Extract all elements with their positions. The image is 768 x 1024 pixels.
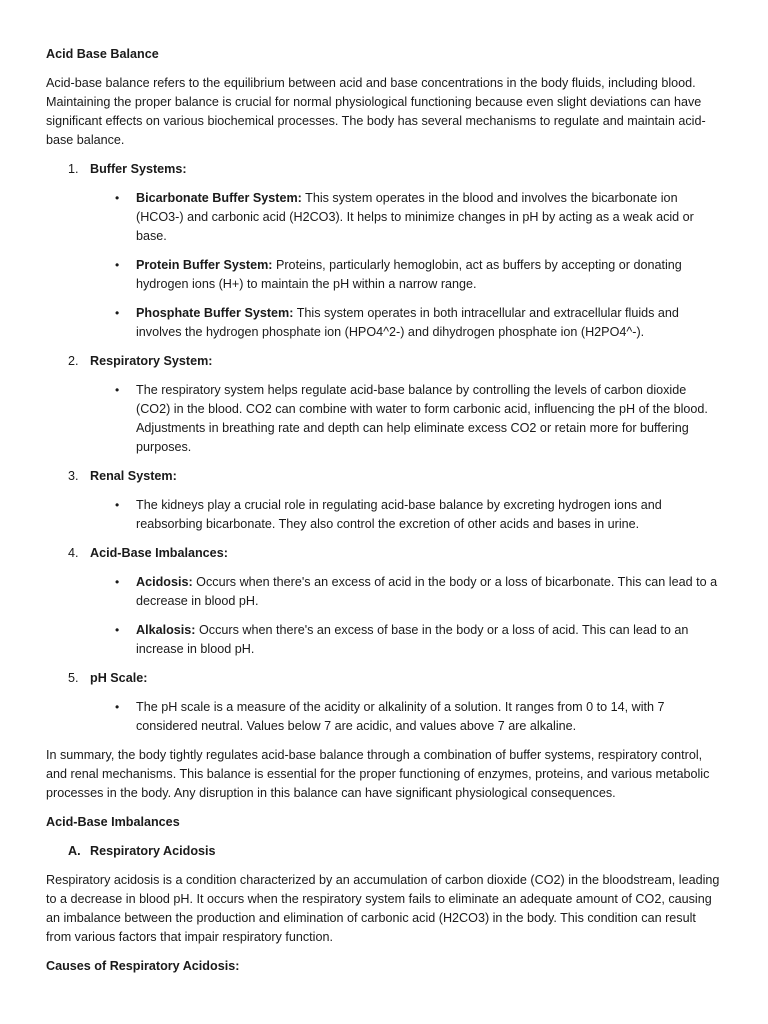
bullet-item: [90, 496, 722, 534]
bullet-list: [90, 573, 722, 659]
list-item-ph-scale: [46, 669, 722, 736]
bullet-item: [90, 621, 722, 659]
bullet-term: Phosphate Buffer System:: [136, 306, 294, 320]
bullet-text: Proteins, particularly hemoglobin, act as buffers by accepting or donating hydrogen ions (H+) to maintain the pH within a narrow range.: [136, 258, 682, 291]
bullet-item: [90, 256, 722, 294]
list-item-renal-system: [46, 467, 722, 534]
list-item-title: Acid-Base Imbalances:: [90, 546, 228, 560]
bullet-text: Occurs when there's an excess of acid in the body or a loss of bicarbonate. This can lead to a decrease in blood pH.: [136, 575, 718, 608]
bullet-icon: •: [115, 700, 120, 714]
bullet-icon: •: [115, 258, 120, 272]
bullet-list: [90, 698, 722, 736]
list-number: 5.: [68, 671, 79, 685]
list-item-respiratory-acidosis: [46, 842, 722, 861]
bullet-list: [90, 381, 722, 457]
mechanism-list: [46, 160, 722, 736]
bullet-item: [90, 381, 722, 457]
bullet-item: [90, 189, 722, 246]
bullet-item: [90, 573, 722, 611]
list-item-title: Buffer Systems:: [90, 162, 187, 176]
bullet-term: Bicarbonate Buffer System:: [136, 191, 302, 205]
list-item-respiratory-system: [46, 352, 722, 457]
bullet-text: The kidneys play a crucial role in regulating acid-base balance by excreting hydrogen ions and reabsorbing bicarbonate. They also control the excretion of other acids and bases in urine.: [136, 498, 662, 531]
bullet-item: [90, 304, 722, 342]
bullet-text: The respiratory system helps regulate acid-base balance by controlling the levels of carbon dioxide (CO2) in the blood. CO2 can combine with water to form carbonic acid, influencing the pH of the blood. Adjustments in breathing rate and depth can help eliminate excess CO2 or retain more for buffering purposes.: [136, 383, 708, 454]
bullet-text: Occurs when there's an excess of base in the body or a loss of acid. This can lead to an increase in blood pH.: [136, 623, 689, 656]
bullet-term: Acidosis:: [136, 575, 193, 589]
bullet-text: The pH scale is a measure of the acidity or alkalinity of a solution. It ranges from 0 to 14, with 7 considered neutral. Values below 7 are acidic, and values above 7 are alkaline.: [136, 700, 665, 733]
list-number: 1.: [68, 162, 79, 176]
list-item-title: Respiratory System:: [90, 354, 213, 368]
bullet-list: [90, 496, 722, 534]
bullet-icon: •: [115, 623, 120, 637]
bullet-term: Protein Buffer System:: [136, 258, 273, 272]
list-item-acid-base-imbalances: [46, 544, 722, 659]
causes-heading: Causes of Respiratory Acidosis:: [46, 959, 240, 973]
bullet-icon: •: [115, 575, 120, 589]
list-number: 2.: [68, 354, 79, 368]
bullet-icon: •: [115, 191, 120, 205]
bullet-icon: •: [115, 306, 120, 320]
intro-paragraph: Acid-base balance refers to the equilibrium between acid and base concentrations in the body fluids, including blood. Maintaining the proper balance is crucial for normal physiological functioning because even slight deviations can have significant effects on various biochemical processes. The body has several mechanisms to regulate and maintain acid-base balance.: [46, 76, 706, 147]
bullet-list: [90, 189, 722, 342]
respiratory-acidosis-paragraph: Respiratory acidosis is a condition characterized by an accumulation of carbon dioxide (CO2) in the bloodstream, leading to a decrease in blood pH. It occurs when the respiratory system fails to eliminate an adequate amount of CO2, causing an imbalance between the production and elimination of carbonic acid (H2CO3) in the body. This condition can result from various factors that impair respiratory function.: [46, 873, 720, 944]
bullet-text: This system operates in the blood and involves the bicarbonate ion (HCO3-) and carbonic acid (H2CO3). It helps to minimize changes in pH by acting as a weak acid or base.: [136, 191, 694, 243]
bullet-icon: •: [115, 383, 120, 397]
list-letter: A.: [68, 844, 81, 858]
section-heading-imbalances: Acid-Base Imbalances: [46, 815, 180, 829]
list-number: 3.: [68, 469, 79, 483]
bullet-text: This system operates in both intracellular and extracellular fluids and involves the hydrogen phosphate ion (HPO4^2-) and dihydrogen phosphate ion (H2PO4^-).: [136, 306, 679, 339]
bullet-icon: •: [115, 498, 120, 512]
summary-paragraph: In summary, the body tightly regulates acid-base balance through a combination of buffer systems, respiratory control, and renal mechanisms. This balance is essential for the proper functioning of enzymes, proteins, and various metabolic processes in the body. Any disruption in this balance can have significant physiological consequences.: [46, 748, 710, 800]
list-item-title: Respiratory Acidosis: [90, 844, 216, 858]
list-number: 4.: [68, 546, 79, 560]
document-title: Acid Base Balance: [46, 47, 159, 61]
list-item-title: Renal System:: [90, 469, 177, 483]
list-item-buffer-systems: [46, 160, 722, 342]
list-item-title: pH Scale:: [90, 671, 148, 685]
bullet-term: Alkalosis:: [136, 623, 196, 637]
bullet-item: [90, 698, 722, 736]
imbalance-list: [46, 842, 722, 861]
